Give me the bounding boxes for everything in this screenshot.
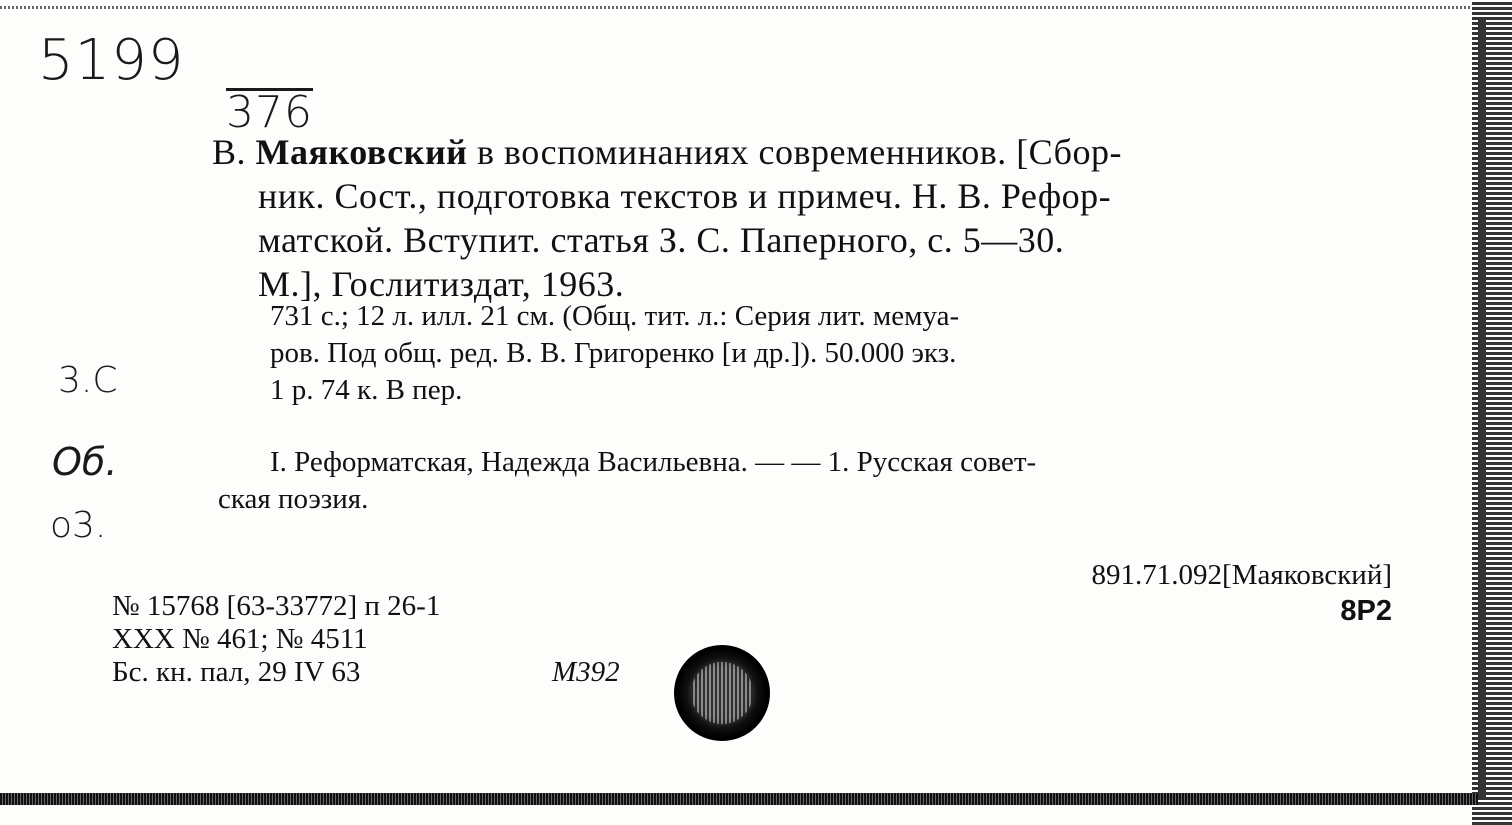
bibliographic-entry <box>212 130 1392 306</box>
udc-code: 891.71.092[Маяковский] <box>1091 559 1392 591</box>
handwritten-note-1: 3.С <box>58 360 118 401</box>
entry-line-1 <box>212 130 1392 174</box>
subject-line-1: I. Реформатская, Надежда Васильевна. — — 1. Русская совет- <box>270 446 1037 478</box>
card-bottom-edge <box>0 793 1478 805</box>
handwritten-note-3: о3. <box>50 505 107 546</box>
punch-hole <box>674 645 770 741</box>
handwritten-number <box>38 28 313 138</box>
entry-heading: Маяковский <box>255 132 468 172</box>
card-top-edge <box>0 6 1470 9</box>
collation-line-2: ров. Под общ. ред. В. В. Григоренко [и др.]). 50.000 экз. <box>270 337 957 369</box>
registry-code: М392 <box>552 656 620 688</box>
entry-title: в воспоминаниях современников. [Сбор- <box>476 132 1122 172</box>
entry-prefix: В. <box>212 132 247 172</box>
collation-block <box>270 298 1392 409</box>
handwritten-number-sub: 376 <box>226 87 313 138</box>
registry-block <box>112 590 620 689</box>
registry-line-2: ХХХ № 461; № 4511 <box>112 623 368 655</box>
registry-line-1: № 15768 [63-33772] п 26-1 <box>112 590 441 622</box>
entry-line-3: матской. Вступит. статья З. С. Паперного, с. 5—30. <box>258 220 1065 260</box>
entry-line-4: М.], Гослитиздат, 1963. <box>258 264 625 304</box>
collation-line-3: 1 р. 74 к. В пер. <box>270 374 463 406</box>
subject-line-2: ская поэзия. <box>218 483 369 515</box>
handwritten-note-2: Об. <box>52 440 118 484</box>
entry-line-2: ник. Сост., подготовка текстов и примеч. Н. В. Рефор- <box>258 176 1112 216</box>
card-right-edge <box>1472 0 1512 825</box>
registry-line-3: Бс. кн. пал, 29 IV 63 <box>112 656 361 688</box>
bbk-code: 8Р2 <box>1340 595 1392 627</box>
collation-line-1: 731 с.; 12 л. илл. 21 см. (Общ. тит. л.: Серия лит. мемуа- <box>270 300 960 332</box>
classification-block <box>1092 557 1392 629</box>
subject-headings <box>218 444 1368 518</box>
handwritten-number-main: 5199 <box>38 28 185 93</box>
